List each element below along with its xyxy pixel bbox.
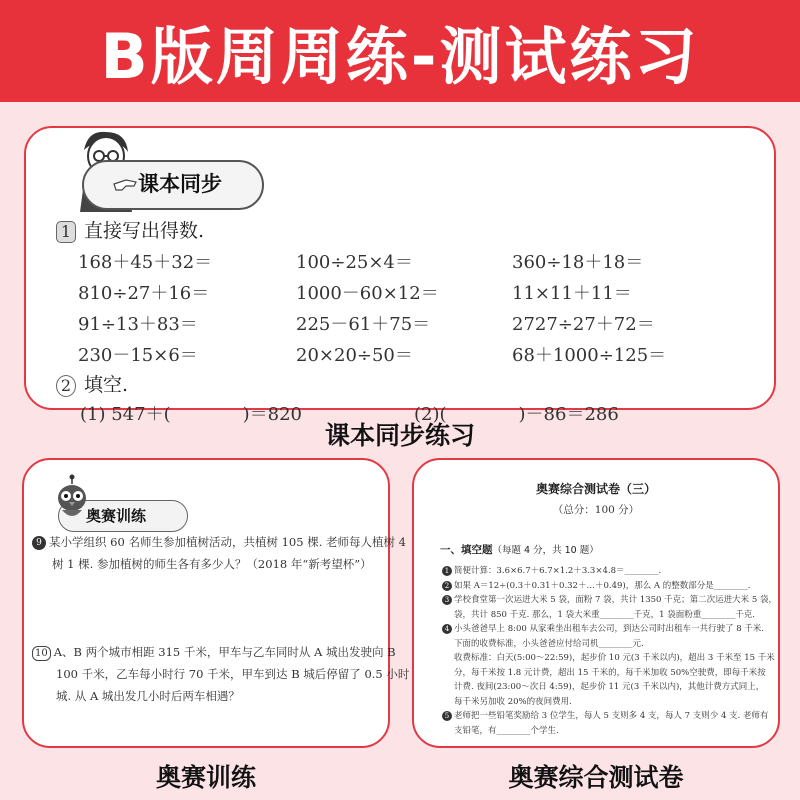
question-text: 直接写出得数.	[84, 220, 205, 242]
exam-line: 1 简便计算：3.6×6.7＋6.7×1.2＋3.3×4.8＝________.	[442, 564, 661, 578]
header-banner	[0, 0, 800, 102]
fill-blank-partial: (2)( )－86＝286	[414, 404, 619, 425]
problem-10-line: 10 A、B 两个城市相距 315 千米，甲车与乙车同时从 A 城出发驶向 B	[32, 642, 396, 663]
equation: 91÷13＋83＝	[78, 314, 198, 335]
question-number: 4	[442, 624, 452, 634]
equation: 810÷27＋16＝	[78, 283, 210, 304]
question-number: 5	[442, 711, 452, 721]
equation: 168＋45＋32＝	[78, 252, 213, 273]
exam-line: 支铅笔，有________个学生.	[454, 725, 559, 736]
problem-number: 10	[32, 646, 51, 661]
question-1	[56, 216, 204, 243]
exam-line: 下面的收费标准，小头爸爸应付给司机________元.	[454, 638, 644, 649]
problem-10-line: 100 千米，乙车每小时行 70 千米，甲车到达 B 城后停留了 0.5 小时	[56, 667, 410, 681]
equation: 360÷18＋18＝	[512, 252, 644, 273]
equation: 225－61＋75＝	[296, 314, 431, 335]
equation: 100÷25×4＝	[296, 252, 413, 273]
question-text: 填空.	[84, 374, 129, 396]
equation: 20×20÷50＝	[296, 345, 413, 366]
bird-mascot-icon	[54, 474, 90, 522]
equation: 1000－60×12＝	[296, 283, 439, 304]
problem-9-line: 树 1 棵. 参加植树的师生各有多少人？（2018 年“新考望杯”）	[52, 557, 372, 571]
exam-line: 5 老师把一些铅笔奖励给 3 位学生，每人 5 支则多 4 支，每人 7 支则少 4 支. 老师有	[442, 709, 768, 723]
question-number: 2	[56, 375, 76, 397]
question-number: 2	[442, 581, 452, 591]
pointing-hand-icon	[112, 172, 138, 194]
exam-line: 2 如果 A＝12÷(0.3＋0.31＋0.32＋…＋0.49)，那么 A 的整数部分是________.	[442, 579, 750, 593]
caption-textbook-sync: 课本同步练习	[324, 421, 475, 450]
exam-line: 收费标准：白天(5:00～22:59)，起步价 10 元(3 千米以内)，超出 3 千米至 15 千米	[454, 653, 775, 663]
exam-subtitle: （总分：100 分）	[552, 504, 640, 516]
caption-olympiad-exam: 奥赛综合测试卷	[508, 763, 684, 792]
equation: 11×11＋11＝	[512, 283, 632, 304]
section-title: 奥赛训练	[86, 507, 147, 525]
question-number: 1	[442, 566, 452, 576]
question-number: 1	[56, 221, 76, 243]
fill-blank-partial: (1) 547＋( )＝820	[80, 404, 302, 425]
olympiad-exam-card	[412, 458, 780, 748]
exam-line: 4 小头爸爸早上 8:00 从家乘坐出租车去公司，到达公司时出租车一共行驶了 8 千米.	[442, 622, 764, 636]
caption-olympiad-training: 奥赛训练	[155, 763, 256, 792]
problem-10-line: 城. 从 A 城出发几小时后两车相遇？	[56, 689, 240, 703]
question-2	[56, 370, 128, 397]
equation: 68＋1000÷125＝	[512, 345, 667, 366]
exam-title: 奥赛综合测试卷（三）	[535, 482, 656, 496]
olympiad-training-card	[22, 458, 410, 748]
exam-line: 袋，共计 850 千克. 那么，1 袋大米重________千克，1 袋面粉重________千克.	[454, 609, 755, 620]
textbook-sync-card	[24, 126, 776, 425]
exam-line: 3 学校食堂第一次运进大米 5 袋，面粉 7 袋，共计 1350 千克；第二次运进大米 5 袋，	[442, 593, 777, 607]
exam-line: 计费. 夜间(23:00～次日 4:59)，起步价 11 元(3 千米以内)，其他计费方式同上，	[454, 682, 765, 692]
problem-9-line: 9 某小学组织 60 名师生参加植树活动，共植树 105 棵. 老师每人植树 4	[32, 532, 406, 553]
equation: 230－15×6＝	[78, 345, 198, 366]
question-number: 3	[442, 595, 452, 605]
section-title: 课本同步	[138, 172, 222, 196]
problem-number: 9	[32, 536, 46, 550]
exam-line: 每千米另加收 20%的夜间费用.	[454, 696, 572, 707]
banner-title: B版周周练-测试练习	[100, 19, 700, 93]
equation: 2727÷27＋72＝	[512, 314, 655, 335]
section-heading: 一、填空题（每题 4 分，共 10 题）	[440, 544, 599, 556]
exam-line: 分，每千米按 1.8 元计费，超出 15 千米的，每千米加收 50%空驶费，即每千米按	[454, 667, 766, 678]
